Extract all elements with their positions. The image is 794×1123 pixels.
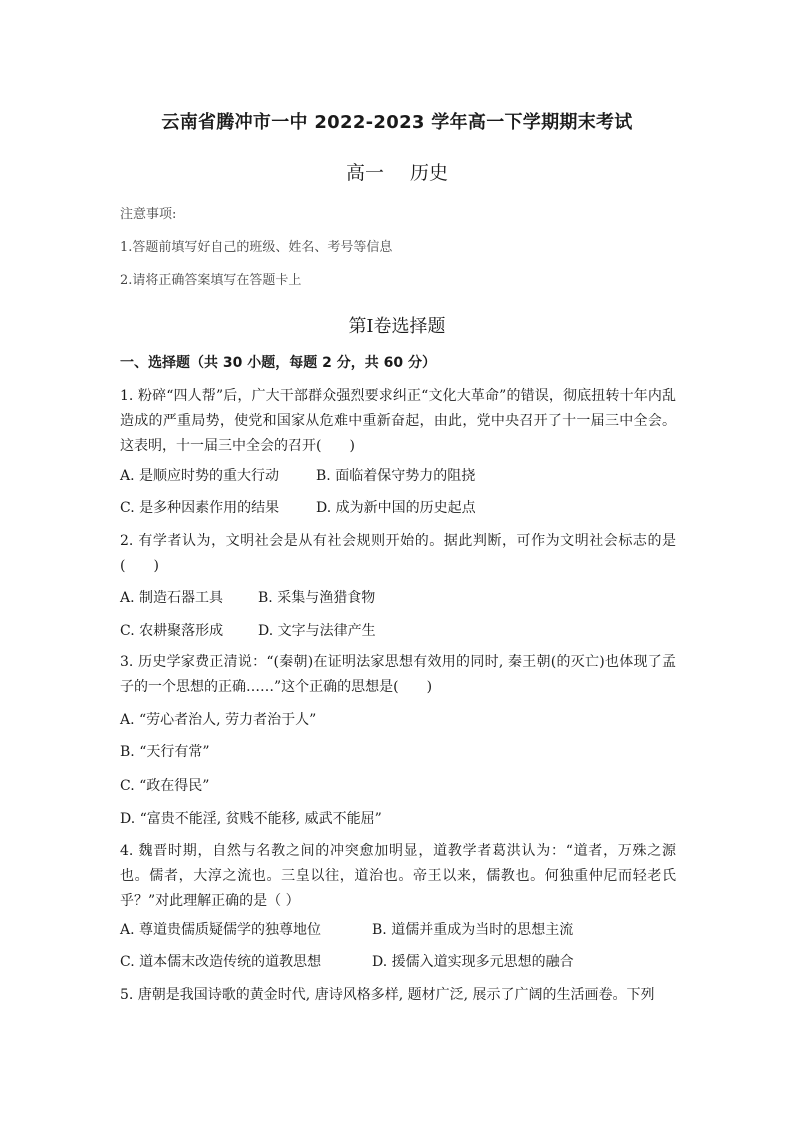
question-3-text: 3. 历史学家费正清说：“(秦朝)在证明法家思想有效用的同时, 秦王朝(的灭亡)也体现了孟子的一个思想的正确……”这个正确的思想是( ) xyxy=(120,654,676,695)
question-1-text: 1. 粉碎“四人帮”后，广大干部群众强烈要求纠正“文化大革命”的错误，彻底扭转十年内乱造成的严重局势，使党和国家从危难中重新奋起，由此，党中央召开了十一届三中全会。这表明，十一届三中全会的召开( ) xyxy=(120,388,676,454)
question-2-options-row-2 xyxy=(120,620,376,640)
exam-subject: 高一 历史 xyxy=(345,162,449,184)
question-4-options-row-2 xyxy=(120,951,574,971)
part-title: 一、选择题（共 30 小题，每题 2 分，共 60 分） xyxy=(120,355,436,371)
option: D. 援儒入道实现多元思想的融合 xyxy=(372,954,574,970)
question-2-text: 2. 有学者认为，文明社会是从有社会规则开始的。据此判断，可作为文明社会标志的是( ) xyxy=(120,533,676,574)
notes-heading: 注意事项: xyxy=(120,207,177,222)
option: B. “天行有常” xyxy=(120,744,210,760)
question-1-options-row-2 xyxy=(120,497,476,517)
option: D. 成为新中国的历史起点 xyxy=(316,500,476,516)
option: D. 文字与法律产生 xyxy=(258,623,376,639)
note-item: 2.请将正确答案填写在答题卡上 xyxy=(120,273,302,288)
option: D. “富贵不能淫, 贫贱不能移, 威武不能屈” xyxy=(120,811,382,827)
question-4-text: 4. 魏晋时期，自然与名教之间的冲突愈加明显，道教学者葛洪认为：“道者，万殊之源也。儒者，大淳之流也。三皇以往，道治也。帝王以来，儒教也。何独重仲尼而轻老氏乎？”对此理解正确的是（ ） xyxy=(120,843,676,909)
question-2-options-row-1 xyxy=(120,587,375,607)
question-4-options-row-1 xyxy=(120,919,573,939)
option: A. 制造石器工具 xyxy=(120,590,224,606)
exam-title: 云南省腾冲市一中 2022-2023 学年高一下学期期末考试 xyxy=(161,112,633,133)
question-1-options-row-1 xyxy=(120,465,475,485)
option: A. 是顺应时势的重大行动 xyxy=(120,468,280,484)
note-item: 1.答题前填写好自己的班级、姓名、考号等信息 xyxy=(120,240,393,255)
option: C. 道本儒末改造传统的道教思想 xyxy=(120,954,322,970)
section-title: 第Ⅰ卷选择题 xyxy=(348,316,446,337)
option: A. “劳心者治人, 劳力者治于人” xyxy=(120,712,317,728)
option: C. 农耕聚落形成 xyxy=(120,623,224,639)
question-5-text: 5. 唐朝是我国诗歌的黄金时代, 唐诗风格多样, 题材广泛, 展示了广阔的生活画卷。下列 xyxy=(120,987,655,1003)
option: C. “政在得民” xyxy=(120,778,210,794)
option: B. 采集与渔猎食物 xyxy=(258,590,376,606)
option: B. 面临着保守势力的阻挠 xyxy=(316,468,476,484)
option: C. 是多种因素作用的结果 xyxy=(120,500,280,516)
option: B. 道儒并重成为当时的思想主流 xyxy=(372,922,574,938)
option: A. 尊道贵儒质疑儒学的独尊地位 xyxy=(120,922,322,938)
